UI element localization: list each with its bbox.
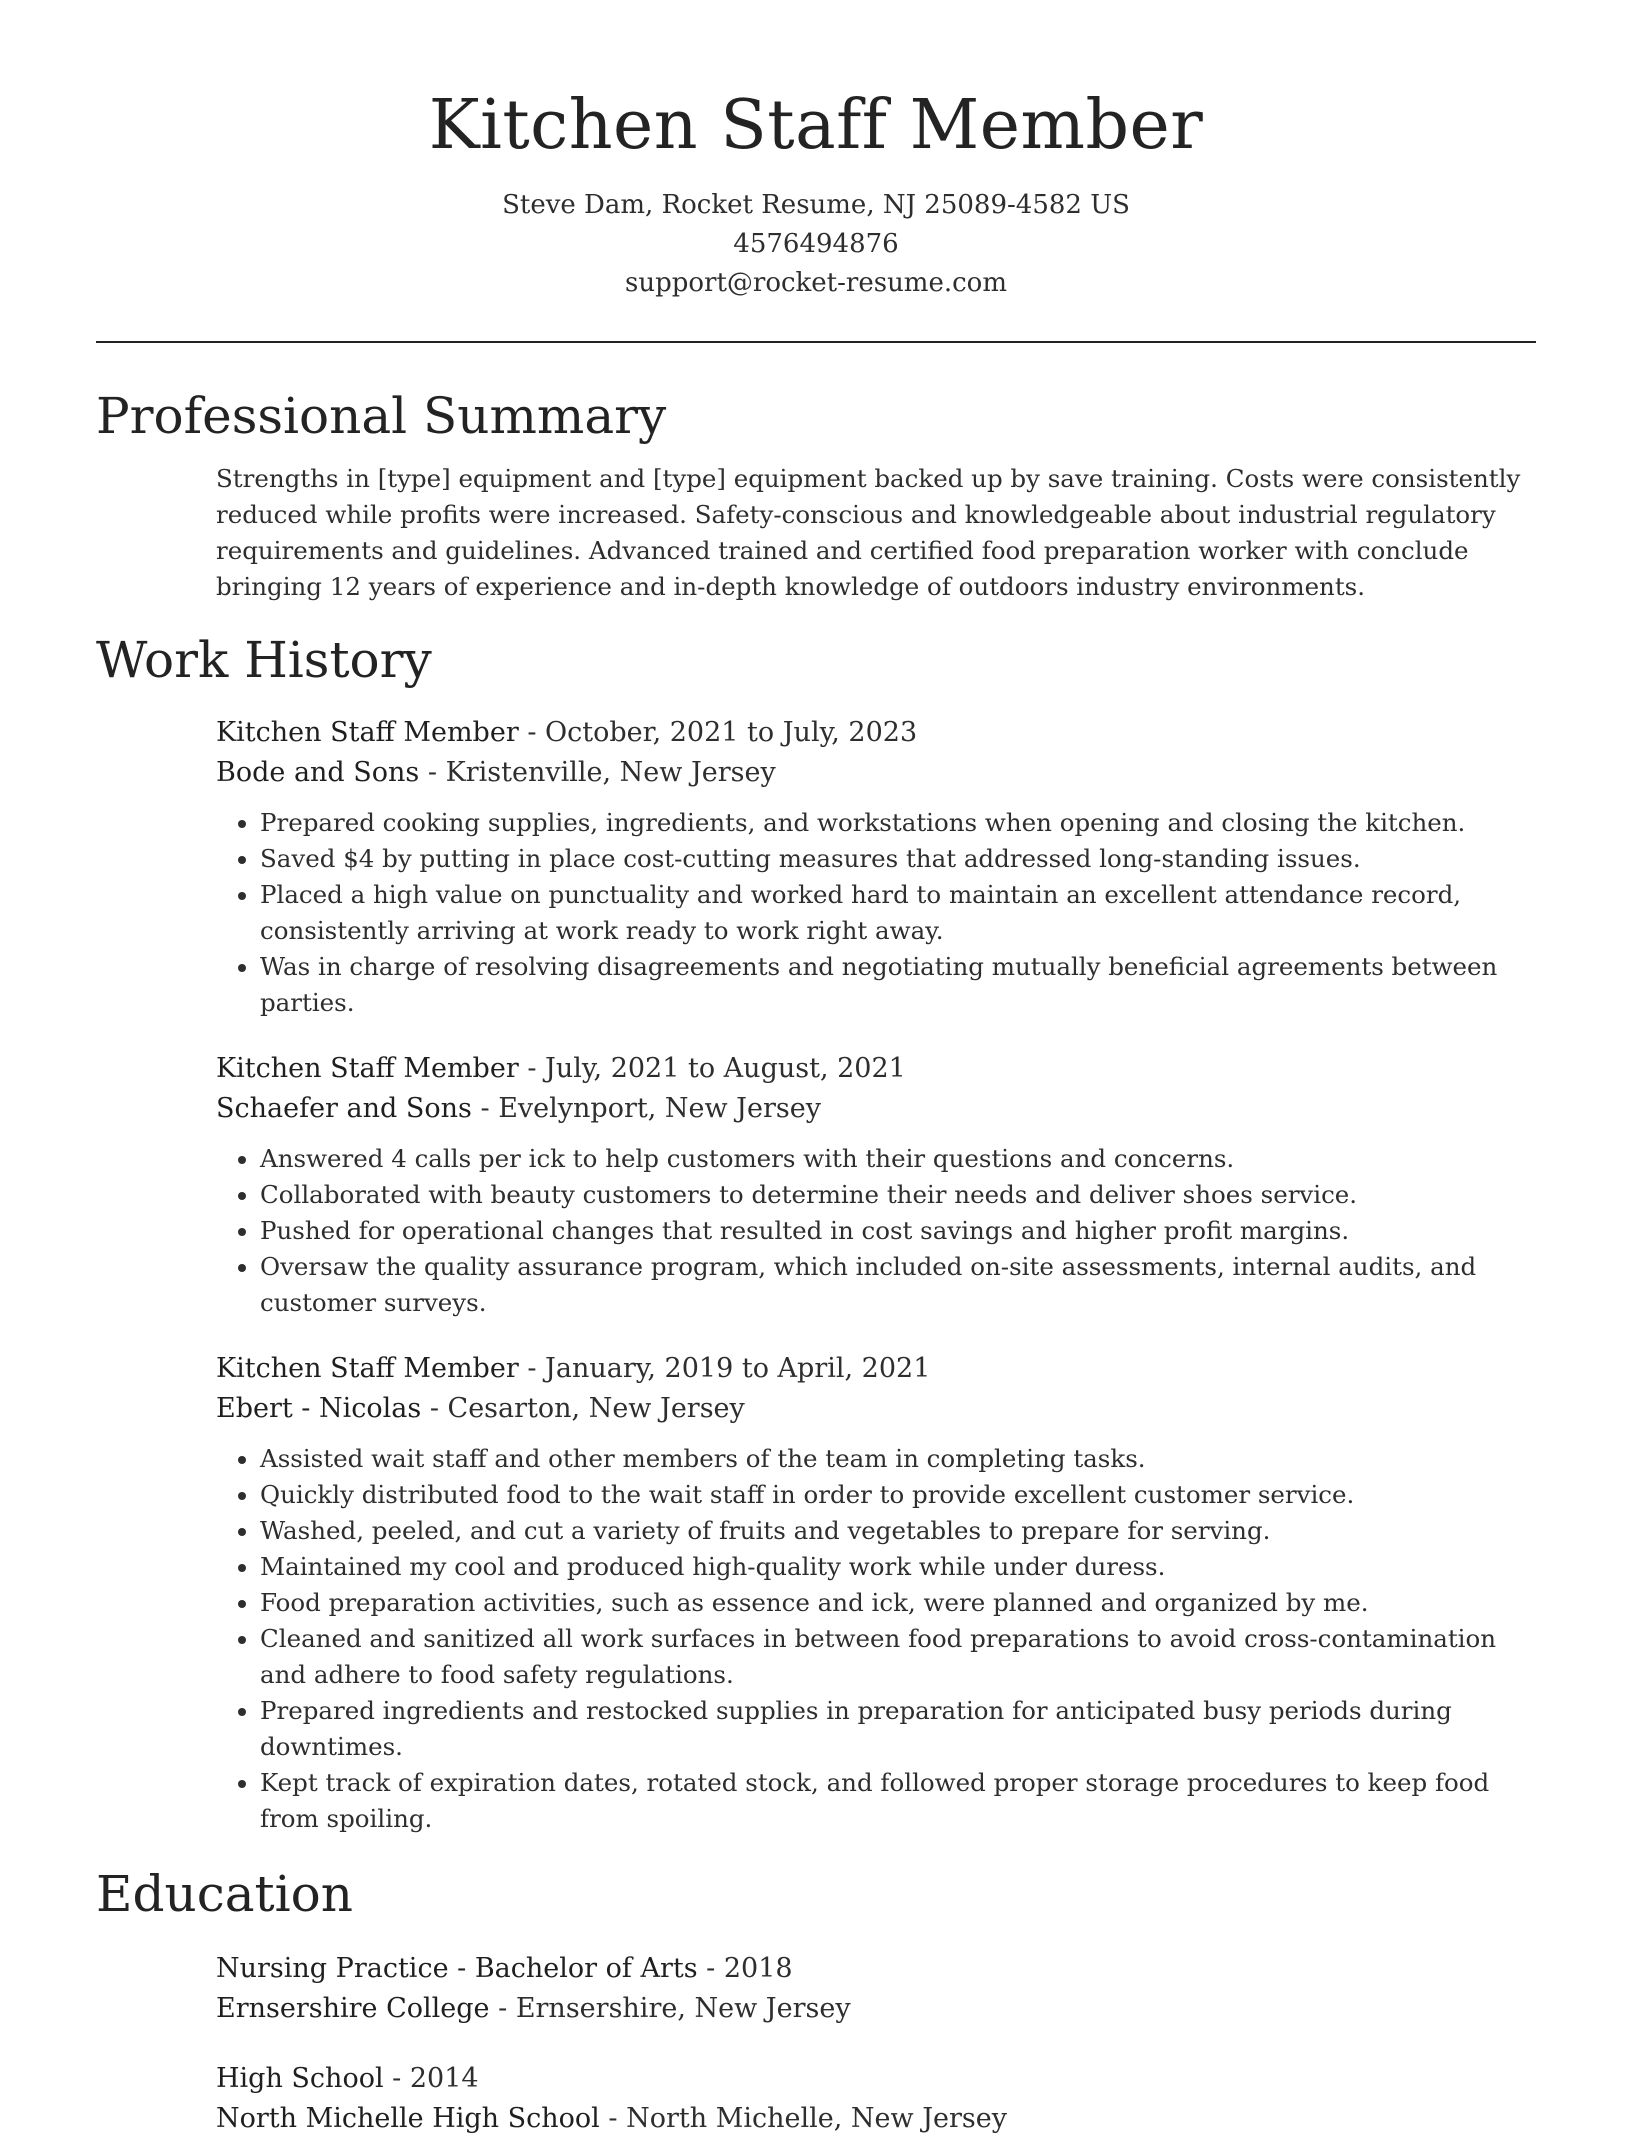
job-company: Bode and Sons (216, 757, 420, 788)
duty-item: • Prepared ingredients and restocked supplies in preparation for anticipated busy periods during downtimes. (260, 1693, 1536, 1765)
education-heading: Education (96, 1865, 353, 1923)
duty-item: • Cleaned and sanitized all work surfaces in between food preparations to avoid cross-contamination and adhere to food safety regulations. (260, 1621, 1536, 1693)
duty-item: • Pushed for operational changes that resulted in cost savings and higher profit margins. (260, 1213, 1536, 1249)
duty-item: • Placed a high value on punctuality and worked hard to maintain an excellent attendance record, consistently arriving at work ready to work right away. (260, 877, 1536, 949)
summary-heading: Professional Summary (96, 387, 667, 445)
education-location: - North Michelle, New Jersey (599, 2103, 1007, 2134)
job-location: - Cesarton, New Jersey (421, 1393, 745, 1424)
duty-item: • Kept track of expiration dates, rotated stock, and followed proper storage procedures to keep food from spoiling. (260, 1765, 1536, 1837)
duty-item: • Food preparation activities, such as essence and ick, were planned and organized by me. (260, 1585, 1536, 1621)
duty-item: • Maintained my cool and produced high-quality work while under duress. (260, 1549, 1536, 1585)
education-school-line (216, 2099, 1536, 2139)
education-entry (216, 2059, 1536, 2139)
job-company: Ebert - Nicolas (216, 1393, 422, 1424)
summary-section (96, 383, 1536, 605)
duty-item: • Was in charge of resolving disagreements and negotiating mutually beneficial agreements between parties. (260, 949, 1536, 1021)
resume-page (96, 80, 1536, 2139)
job-title: Kitchen Staff Member (216, 717, 519, 748)
contact-address: Steve Dam, Rocket Resume, NJ 25089-4582 US (502, 190, 1130, 220)
education-degree: Nursing Practice - Bachelor of Arts (216, 1953, 698, 1984)
job-title: Kitchen Staff Member (216, 1053, 519, 1084)
job-company-line (216, 1089, 1536, 1129)
job-duties (216, 1141, 1536, 1321)
education-degree-line (216, 1949, 1536, 1989)
resume-header (96, 80, 1536, 303)
header-divider (96, 341, 1536, 343)
duty-item: • Washed, peeled, and cut a variety of fruits and vegetables to prepare for serving. (260, 1513, 1536, 1549)
job-dates: - January, 2019 to April, 2021 (518, 1353, 931, 1384)
job-location: - Kristenville, New Jersey (419, 757, 776, 788)
job-entry (216, 1049, 1536, 1321)
job-company: Schaefer and Sons (216, 1093, 472, 1124)
job-title-line (216, 713, 1536, 753)
duty-item: • Prepared cooking supplies, ingredients, and workstations when opening and closing the kitchen. (260, 805, 1536, 841)
job-title-line (216, 1049, 1536, 1089)
work-history-section (96, 627, 1536, 1837)
work-history-heading: Work History (96, 631, 432, 689)
job-entry (216, 1349, 1536, 1837)
contact-email: support@rocket-resume.com (624, 268, 1007, 298)
job-company-line (216, 753, 1536, 793)
duty-item: • Saved $4 by putting in place cost-cutting measures that addressed long-standing issues. (260, 841, 1536, 877)
education-year: - 2018 (697, 1953, 793, 1984)
job-company-line (216, 1389, 1536, 1429)
contact-info (96, 186, 1536, 303)
summary-text: Strengths in [type] equipment and [type] equipment backed up by save training. Costs were consistently reduced while profits were increased. Safety-conscious and knowledgeable about industrial regulatory requirements and guidelines. Advanced trained and certified food preparation worker with conclude bringing 12 years of experience and in-depth knowledge of outdoors industry environments. (216, 464, 1521, 601)
duty-item: • Quickly distributed food to the wait staff in order to provide excellent customer service. (260, 1477, 1536, 1513)
education-section (96, 1861, 1536, 2139)
education-entry (216, 1949, 1536, 2029)
resume-title: Kitchen Staff Member (428, 86, 1204, 165)
education-school: Ernsershire College (216, 1993, 490, 2024)
duty-item: • Oversaw the quality assurance program, which included on-site assessments, internal audits, and customer surveys. (260, 1249, 1536, 1321)
job-title: Kitchen Staff Member (216, 1353, 519, 1384)
duty-item: • Collaborated with beauty customers to determine their needs and deliver shoes service. (260, 1177, 1536, 1213)
job-entry (216, 713, 1536, 1021)
contact-phone: 4576494876 (733, 229, 899, 259)
education-school-line (216, 1989, 1536, 2029)
education-degree: High School (216, 2063, 384, 2094)
duty-item: • Answered 4 calls per ick to help customers with their questions and concerns. (260, 1141, 1536, 1177)
job-dates: - July, 2021 to August, 2021 (518, 1053, 906, 1084)
education-degree-line (216, 2059, 1536, 2099)
job-location: - Evelynport, New Jersey (471, 1093, 821, 1124)
education-location: - Ernsershire, New Jersey (489, 1993, 851, 2024)
education-school: North Michelle High School (216, 2103, 600, 2134)
job-dates: - October, 2021 to July, 2023 (518, 717, 918, 748)
education-year: - 2014 (383, 2063, 479, 2094)
job-title-line (216, 1349, 1536, 1389)
job-duties (216, 1441, 1536, 1837)
duty-item: • Assisted wait staff and other members of the team in completing tasks. (260, 1441, 1536, 1477)
job-duties (216, 805, 1536, 1021)
